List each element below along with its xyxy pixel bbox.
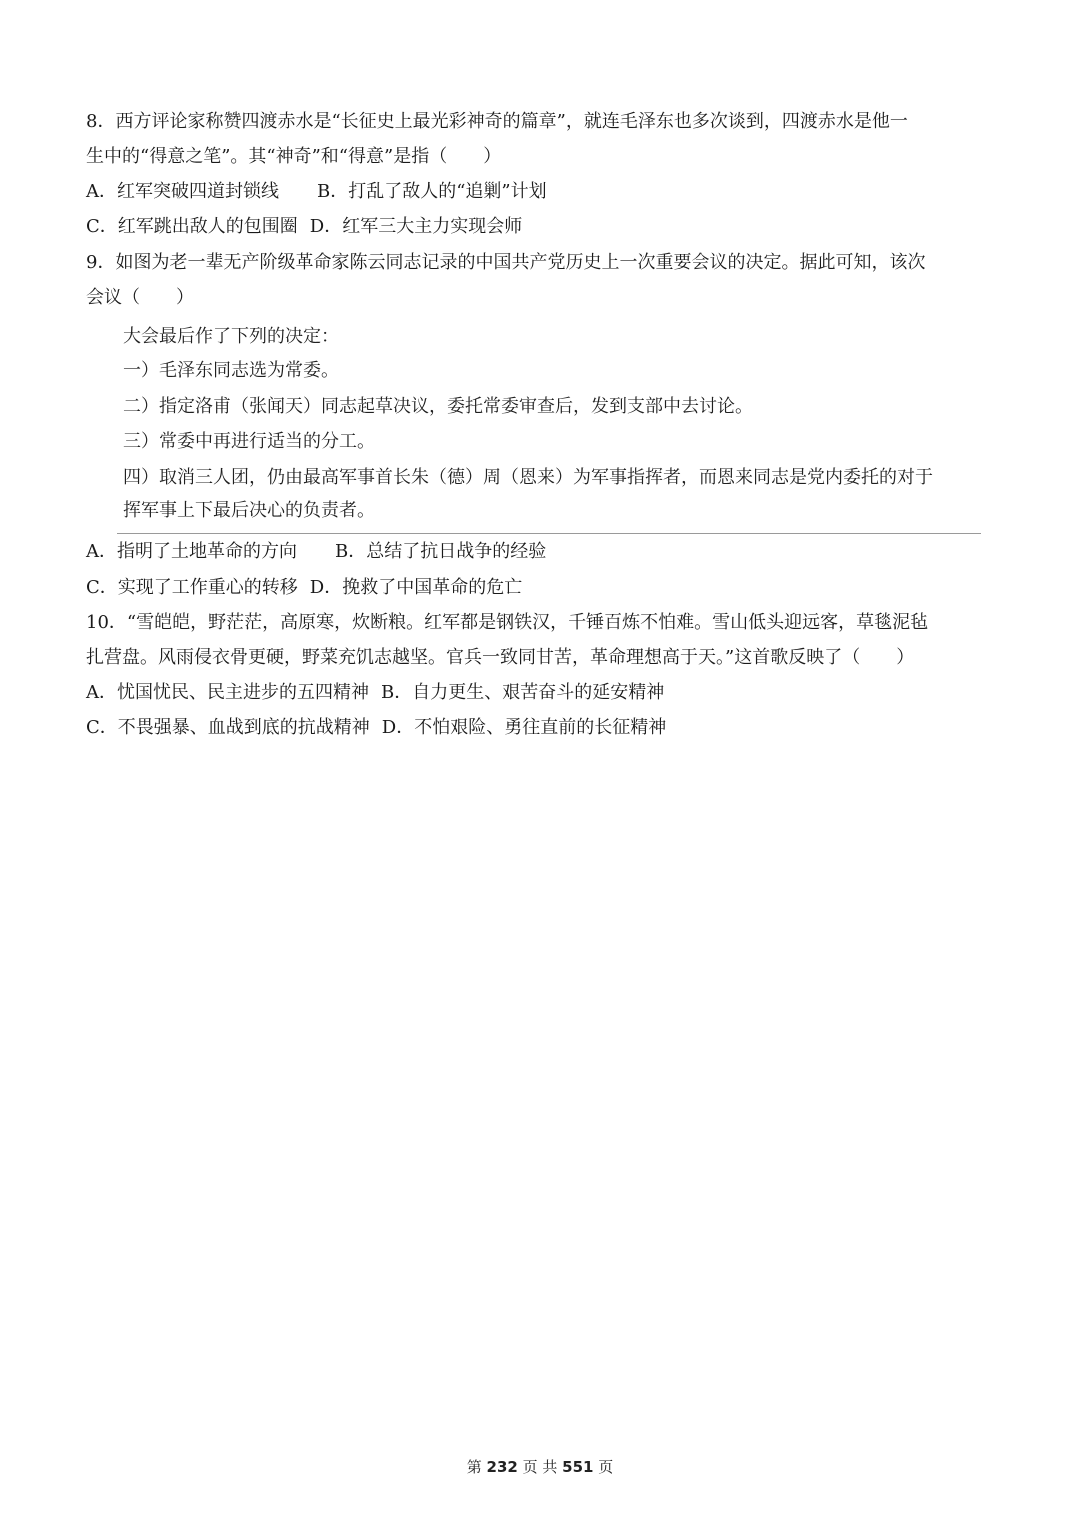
page-counter — [0, 1457, 1080, 1477]
question-9-option-d: D．挽救了中国革命的危亡 — [309, 577, 523, 598]
question-9-options-row2 — [86, 577, 522, 599]
record-line-4: 四）取消三人团，仍由最高军事首长朱（德）周（恩来）为军事指挥者，而恩来同志是党内委托的对于 — [123, 467, 933, 488]
page-counter-middle: 页 共 — [522, 1458, 558, 1476]
current-page-number: 232 — [486, 1458, 518, 1476]
record-image-bottom-rule — [117, 533, 981, 534]
question-8-options-row2 — [86, 216, 522, 238]
page-counter-prefix: 第 — [466, 1458, 482, 1476]
question-8-option-b: B．打乱了敌人的“追剿”计划 — [317, 181, 547, 202]
record-line-3: 三）常委中再进行适当的分工。 — [123, 431, 375, 452]
question-9-option-c: C．实现了工作重心的转移 — [86, 577, 298, 598]
question-10-stem-line2: 扎营盘。风雨侵衣骨更硬，野菜充饥志越坚。官兵一致同甘苦，革命理想高于天。”这首歌反映了（ ） — [86, 647, 915, 668]
question-10-option-b: B．自力更生、艰苦奋斗的延安精神 — [381, 682, 665, 703]
question-8-option-d: D．红军三大主力实现会师 — [309, 216, 523, 237]
record-line-1: 一）毛泽东同志选为常委。 — [123, 360, 339, 381]
question-9-stem-line2: 会议（ ） — [86, 287, 194, 308]
question-8-option-c: C．红军跳出敌人的包围圈 — [86, 216, 298, 237]
page-counter-suffix: 页 — [598, 1458, 614, 1476]
question-8-stem-line1: 8．西方评论家称赞四渡赤水是“长征史上最光彩神奇的篇章”，就连毛泽东也多次谈到，四渡赤水是他一 — [86, 111, 908, 132]
question-9-option-a: A．指明了土地革命的方向 — [86, 541, 297, 562]
record-line-2: 二）指定洛甫（张闻天）同志起草决议，委托常委审查后，发到支部中去讨论。 — [123, 396, 753, 417]
question-9-stem-line1: 9．如图为老一辈无产阶级革命家陈云同志记录的中国共产党历史上一次重要会议的决定。据此可知，该次 — [86, 252, 926, 273]
question-10-option-c: C．不畏强暴、血战到底的抗战精神 — [86, 717, 370, 738]
question-8-options-row1 — [86, 181, 547, 203]
question-8-option-a: A．红军突破四道封锁线 — [86, 181, 279, 202]
question-8-stem-line2: 生中的“得意之笔”。其“神奇”和“得意”是指（ ） — [86, 146, 502, 167]
question-9-option-b: B．总结了抗日战争的经验 — [335, 541, 547, 562]
question-10-option-a: A．忧国忧民、民主进步的五四精神 — [86, 682, 369, 703]
question-10-options-row2 — [86, 717, 666, 739]
question-9-record-image — [117, 320, 981, 532]
record-line-heading: 大会最后作了下列的决定： — [123, 326, 339, 347]
question-10-option-d: D．不怕艰险、勇往直前的长征精神 — [381, 717, 667, 738]
record-line-5: 挥军事上下最后决心的负责者。 — [123, 500, 375, 521]
question-10-stem-line1: 10．“雪皑皑，野茫茫，高原寒，炊断粮。红军都是钢铁汉，千锤百炼不怕难。雪山低头迎远客，草毯泥毡 — [86, 612, 929, 633]
question-10-options-row1 — [86, 682, 664, 704]
total-page-number: 551 — [562, 1458, 594, 1476]
question-9-options-row1 — [86, 541, 546, 563]
